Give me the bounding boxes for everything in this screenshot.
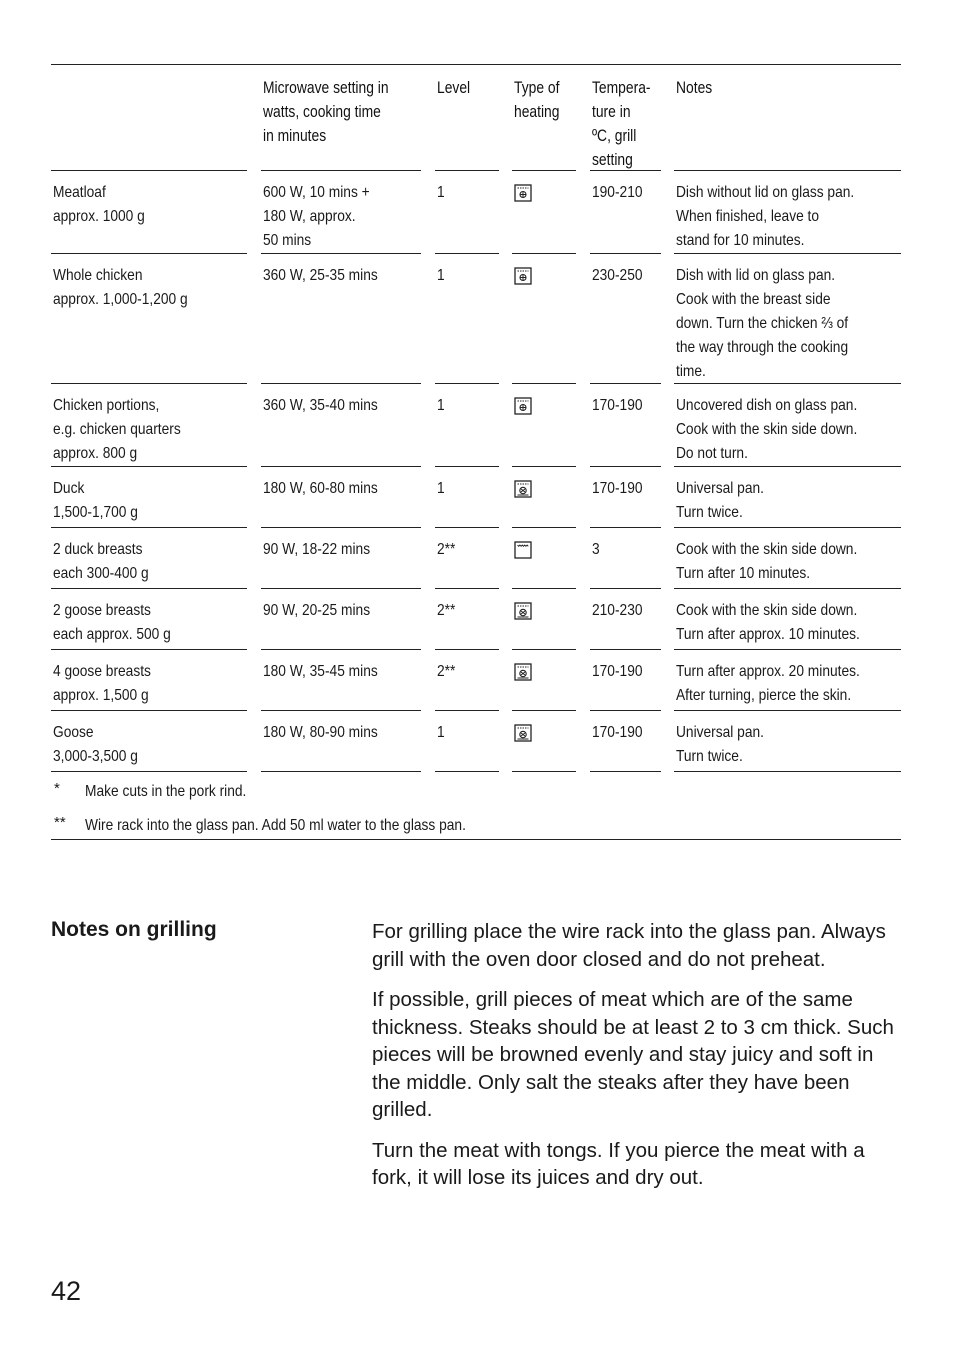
dish-cell: [51, 589, 247, 650]
notes-line: stand for 10 minutes.: [676, 232, 805, 249]
header-line: Type of: [514, 79, 560, 97]
dish-cell: [51, 254, 247, 384]
notes-line: Cook with the breast side: [676, 291, 831, 308]
grilling-paragraph: If possible, grill pieces of meat which are of the same thickness. Steaks should be at least 2 to 3 cm thick. Such pieces will be browned evenly and stay juicy and soft in the middle. Only salt the steaks after they have been grilled.: [372, 988, 894, 1121]
notes-cell: [674, 711, 901, 772]
dish-line: Chicken portions,: [53, 397, 160, 414]
oven-3d-hot-air-icon: [514, 663, 532, 681]
notes-line: Turn after 10 minutes.: [676, 565, 811, 582]
header-line: setting: [592, 151, 633, 169]
level-value: 1: [437, 267, 445, 284]
heating-type-cell: [512, 384, 576, 467]
level-value: 2**: [437, 602, 456, 619]
temperature-cell: [590, 711, 661, 772]
microwave-line: 360 W, 25-35 mins: [263, 267, 378, 284]
level-value: 1: [437, 724, 445, 741]
level-value: 2**: [437, 663, 456, 680]
oven-3d-hot-air-icon: [514, 602, 532, 620]
heating-type-cell: [512, 650, 576, 711]
table-row: [51, 589, 901, 650]
notes-cell: [674, 171, 901, 254]
heating-type-cell: [512, 711, 576, 772]
heating-type-cell: [512, 589, 576, 650]
notes-line: Do not turn.: [676, 445, 748, 462]
microwave-line: 180 W, approx.: [263, 208, 356, 225]
dish-line: each 300-400 g: [53, 565, 149, 582]
microwave-cell: [261, 589, 421, 650]
grilling-notes: [372, 918, 904, 1205]
oven-grill-icon: [514, 541, 532, 559]
microwave-line: 180 W, 80-90 mins: [263, 724, 378, 741]
header-line: Tempera-: [592, 79, 651, 97]
dish-cell: [51, 171, 247, 254]
heating-type-cell: [512, 171, 576, 254]
table-row: [51, 254, 901, 384]
level-value: 1: [437, 184, 445, 201]
notes-cell: [674, 589, 901, 650]
table-row: [51, 467, 901, 528]
oven-hot-air-grill-icon: [514, 267, 532, 285]
microwave-line: 360 W, 35-40 mins: [263, 397, 378, 414]
microwave-line: 180 W, 35-45 mins: [263, 663, 378, 680]
notes-line: Dish with lid on glass pan.: [676, 267, 836, 284]
temperature-value: 230-250: [592, 267, 643, 284]
header-dish: [51, 70, 247, 171]
header-line: in minutes: [263, 127, 327, 145]
dish-line: Goose: [53, 724, 94, 741]
microwave-line: 600 W, 10 mins +: [263, 184, 370, 201]
oven-3d-hot-air-icon: [514, 724, 532, 742]
header-type: [512, 70, 576, 171]
temperature-cell: [590, 467, 661, 528]
level-cell: [435, 171, 499, 254]
temperature-value: 190-210: [592, 184, 643, 201]
table-row: [51, 650, 901, 711]
notes-cell: [674, 254, 901, 384]
table-row: [51, 171, 901, 254]
oven-hot-air-grill-icon: [514, 184, 532, 202]
grilling-paragraph: For grilling place the wire rack into the glass pan. Always grill with the oven door closed and do not preheat.: [372, 920, 886, 971]
dish-line: Meatloaf: [53, 184, 106, 201]
table-footnotes: [51, 772, 901, 840]
dish-line: approx. 1,500 g: [53, 687, 149, 704]
dish-line: 1,500-1,700 g: [53, 504, 138, 521]
microwave-cell: [261, 467, 421, 528]
notes-cell: [674, 650, 901, 711]
notes-line: Uncovered dish on glass pan.: [676, 397, 858, 414]
temperature-cell: [590, 528, 661, 589]
dish-line: Whole chicken: [53, 267, 143, 284]
oven-hot-air-grill-icon: [514, 397, 532, 415]
dish-cell: [51, 650, 247, 711]
notes-line: Turn twice.: [676, 504, 743, 521]
table-row: [51, 528, 901, 589]
notes-line: Cook with the skin side down.: [676, 541, 858, 558]
microwave-line: 50 mins: [263, 232, 312, 249]
temperature-cell: [590, 254, 661, 384]
notes-cell: [674, 528, 901, 589]
table-top-rule: [51, 64, 901, 65]
dish-line: 2 goose breasts: [53, 602, 151, 619]
footnote-mark: **: [54, 814, 66, 831]
notes-line: Cook with the skin side down.: [676, 421, 858, 438]
microwave-line: 90 W, 20-25 mins: [263, 602, 371, 619]
footnotes-bottom-rule: [51, 839, 901, 840]
header-line: Level: [437, 79, 471, 97]
level-cell: [435, 711, 499, 772]
header-line: Microwave setting in: [263, 79, 389, 97]
microwave-line: 90 W, 18-22 mins: [263, 541, 371, 558]
header-notes: [674, 70, 901, 171]
notes-cell: [674, 384, 901, 467]
notes-line: Turn after approx. 20 minutes.: [676, 663, 860, 680]
notes-line: After turning, pierce the skin.: [676, 687, 852, 704]
microwave-cell: [261, 384, 421, 467]
level-value: 1: [437, 397, 445, 414]
temperature-value: 170-190: [592, 724, 643, 741]
notes-line: Cook with the skin side down.: [676, 602, 858, 619]
temperature-value: 170-190: [592, 397, 643, 414]
footnote-mark: *: [54, 780, 60, 797]
dish-line: approx. 1000 g: [53, 208, 145, 225]
header-microwave: [261, 70, 421, 171]
notes-line: When finished, leave to: [676, 208, 820, 225]
notes-line: time.: [676, 363, 706, 380]
dish-cell: [51, 384, 247, 467]
dish-line: 3,000-3,500 g: [53, 748, 138, 765]
microwave-line: 180 W, 60-80 mins: [263, 480, 378, 497]
level-cell: [435, 650, 499, 711]
level-cell: [435, 384, 499, 467]
microwave-cell: [261, 711, 421, 772]
dish-line: approx. 800 g: [53, 445, 138, 462]
grilling-paragraph: Turn the meat with tongs. If you pierce the meat with a fork, it will lose its juices and dry out.: [372, 1138, 865, 1189]
table-header: [51, 70, 901, 171]
header-level: [435, 70, 499, 171]
dish-line: Duck: [53, 480, 85, 497]
temperature-value: 170-190: [592, 663, 643, 680]
dish-cell: [51, 467, 247, 528]
footnote-text: Make cuts in the pork rind.: [85, 783, 247, 800]
header-line: ture in: [592, 103, 631, 121]
temperature-value: 3: [592, 541, 600, 558]
header-line: ºC, grill: [592, 127, 637, 145]
microwave-cell: [261, 528, 421, 589]
dish-line: 4 goose breasts: [53, 663, 151, 680]
level-cell: [435, 254, 499, 384]
dish-line: e.g. chicken quarters: [53, 421, 181, 438]
temperature-value: 210-230: [592, 602, 643, 619]
level-cell: [435, 528, 499, 589]
microwave-cell: [261, 171, 421, 254]
notes-line: the way through the cooking: [676, 339, 849, 356]
microwave-cell: [261, 650, 421, 711]
temperature-cell: [590, 650, 661, 711]
heating-type-cell: [512, 528, 576, 589]
notes-cell: [674, 467, 901, 528]
notes-line: Turn after approx. 10 minutes.: [676, 626, 860, 643]
header-line: Notes: [676, 79, 713, 97]
notes-line: down. Turn the chicken ⅔ of: [676, 315, 849, 332]
notes-line: Dish without lid on glass pan.: [676, 184, 855, 201]
heating-type-cell: [512, 254, 576, 384]
notes-line: Universal pan.: [676, 480, 764, 497]
level-value: 2**: [437, 541, 456, 558]
temperature-cell: [590, 384, 661, 467]
oven-3d-hot-air-icon: [514, 480, 532, 498]
table-row: [51, 384, 901, 467]
level-cell: [435, 589, 499, 650]
dish-cell: [51, 711, 247, 772]
grilling-heading: Notes on grilling: [51, 918, 217, 941]
temperature-cell: [590, 171, 661, 254]
notes-line: Turn twice.: [676, 748, 743, 765]
header-line: watts, cooking time: [263, 103, 381, 121]
header-line: heating: [514, 103, 560, 121]
header-temperature: [590, 70, 661, 171]
dish-line: 2 duck breasts: [53, 541, 143, 558]
table-row: [51, 711, 901, 772]
level-cell: [435, 467, 499, 528]
page-number: 42: [51, 1276, 82, 1306]
microwave-cell: [261, 254, 421, 384]
temperature-cell: [590, 589, 661, 650]
temperature-value: 170-190: [592, 480, 643, 497]
footnote-text: Wire rack into the glass pan. Add 50 ml water to the glass pan.: [85, 817, 466, 834]
dish-cell: [51, 528, 247, 589]
level-value: 1: [437, 480, 445, 497]
dish-line: each approx. 500 g: [53, 626, 171, 643]
notes-line: Universal pan.: [676, 724, 764, 741]
dish-line: approx. 1,000-1,200 g: [53, 291, 188, 308]
heating-type-cell: [512, 467, 576, 528]
